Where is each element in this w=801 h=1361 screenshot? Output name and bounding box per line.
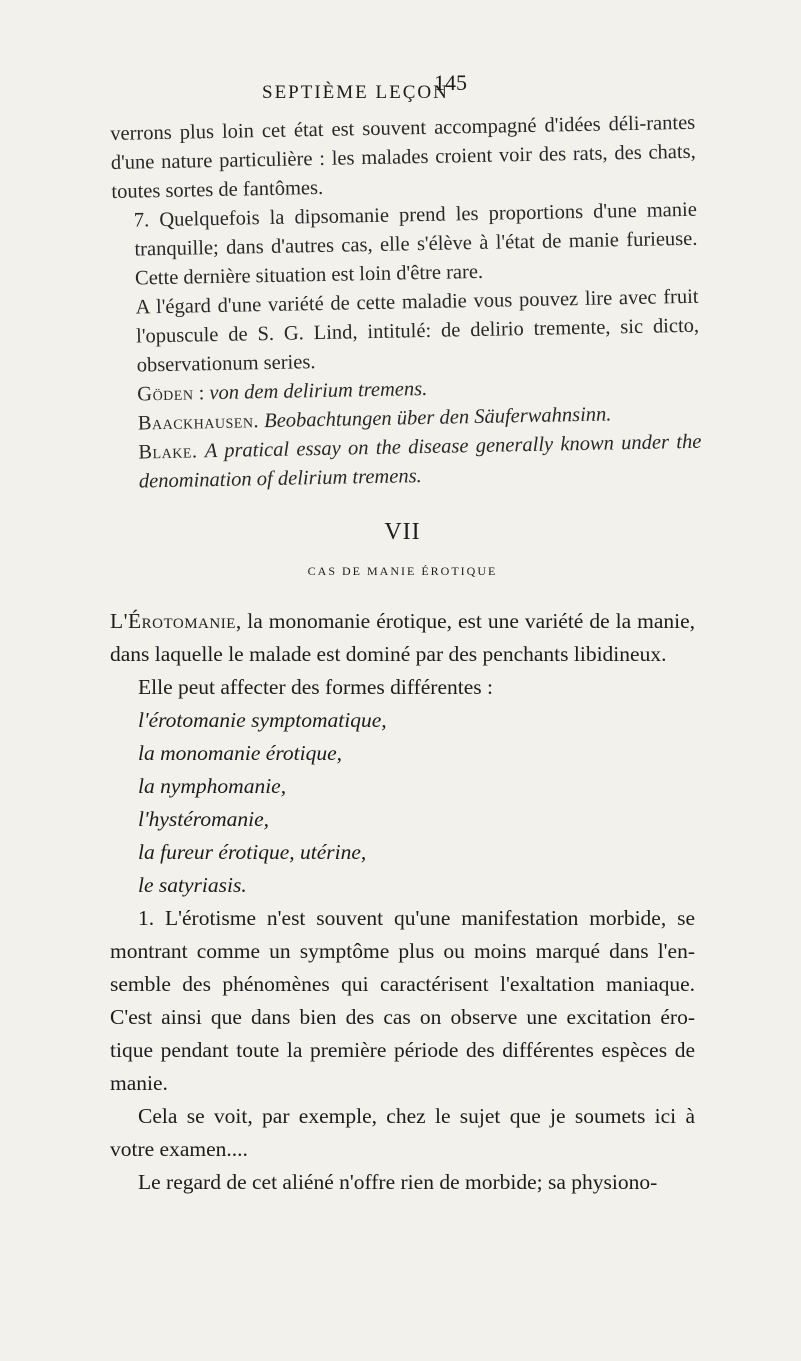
list-item: le satyriasis.: [138, 873, 247, 897]
paragraph-lind: A l'égard d'une variété de cette maladie vous pouvez lire avec fruit l'opuscule de S. G. Lind, intitulé: de delirio tremente, sic dicto, observationum series.: [135, 285, 700, 377]
paragraph-regard: Le regard de cet aliéné n'offre rien de morbide; sa physiono-: [138, 1170, 658, 1194]
page-number: 145: [434, 70, 467, 95]
reference-author: Baackhausen.: [137, 410, 260, 435]
list-item: la fureur érotique, utérine,: [138, 840, 367, 864]
reference-title: Beobachtungen über den Säuferwahnsinn.: [263, 403, 612, 433]
text-column: [110, 111, 702, 1199]
running-head: SEPTIÈME LEÇON: [262, 82, 449, 103]
forms-intro: Elle peut affecter des formes différentes :: [138, 675, 493, 699]
page-header: [0, 62, 801, 102]
paragraph-exemple: Cela se voit, par exemple, chez le sujet que je soumets ici à votre examen....: [110, 1104, 695, 1161]
forms-list: [110, 704, 695, 902]
reference-title: von dem delirium tremens.: [209, 377, 428, 405]
list-item: l'érotomanie symptomatique,: [138, 708, 387, 732]
intro-rest: , la monomanie érotique, est une variété de la manie, dans laquelle le malade est dominé par des penchants libidineux.: [110, 609, 695, 666]
body-text: [110, 605, 695, 1199]
reference-author: Göden: [137, 382, 194, 406]
paragraph-erotisme: 1. L'érotisme n'est souvent qu'une manifestation morbide, se montrant comme un symptôme plus ou moins marqué dans l'en-semble des phénomènes qui caractérisent l'exaltation maniaque. C'est ainsi que dans bien des cas on observe une excitation éro-tique pendant toute la première période des différentes espèces de manie.: [110, 906, 695, 1095]
section-title: CAS DE MANIE ÉROTIQUE: [307, 564, 498, 578]
lead-term: L'Érotomanie: [110, 609, 236, 633]
section-number: VII: [384, 519, 421, 545]
list-item: l'hystéromanie,: [138, 807, 269, 831]
reference-title: A pratical essay on the disease generally known under the denomination of delirium tremens.: [138, 430, 702, 493]
list-item: la nymphomanie,: [138, 774, 287, 798]
paragraph-intro: [110, 605, 695, 671]
reference-blake: [116, 428, 702, 497]
list-item: la monomanie érotique,: [138, 741, 343, 765]
reference-goden: Göden : von dem delirium tremens.: [137, 377, 428, 406]
reference-author: Blake.: [138, 440, 198, 464]
paragraph-continuation: verrons plus loin cet état est souvent accompagné d'idées déli-rantes d'une nature particulière : les malades croient voir des rats, des chats, toutes sortes de fantômes.: [110, 111, 696, 203]
top-block: [110, 109, 702, 497]
paragraph-dipsomanie: 7. Quelquefois la dipsomanie prend les proportions d'une manie tranquille; dans d'autres cas, elle s'élève à l'état de manie furieuse. Cette dernière situation est loin d'être rare.: [133, 198, 698, 290]
